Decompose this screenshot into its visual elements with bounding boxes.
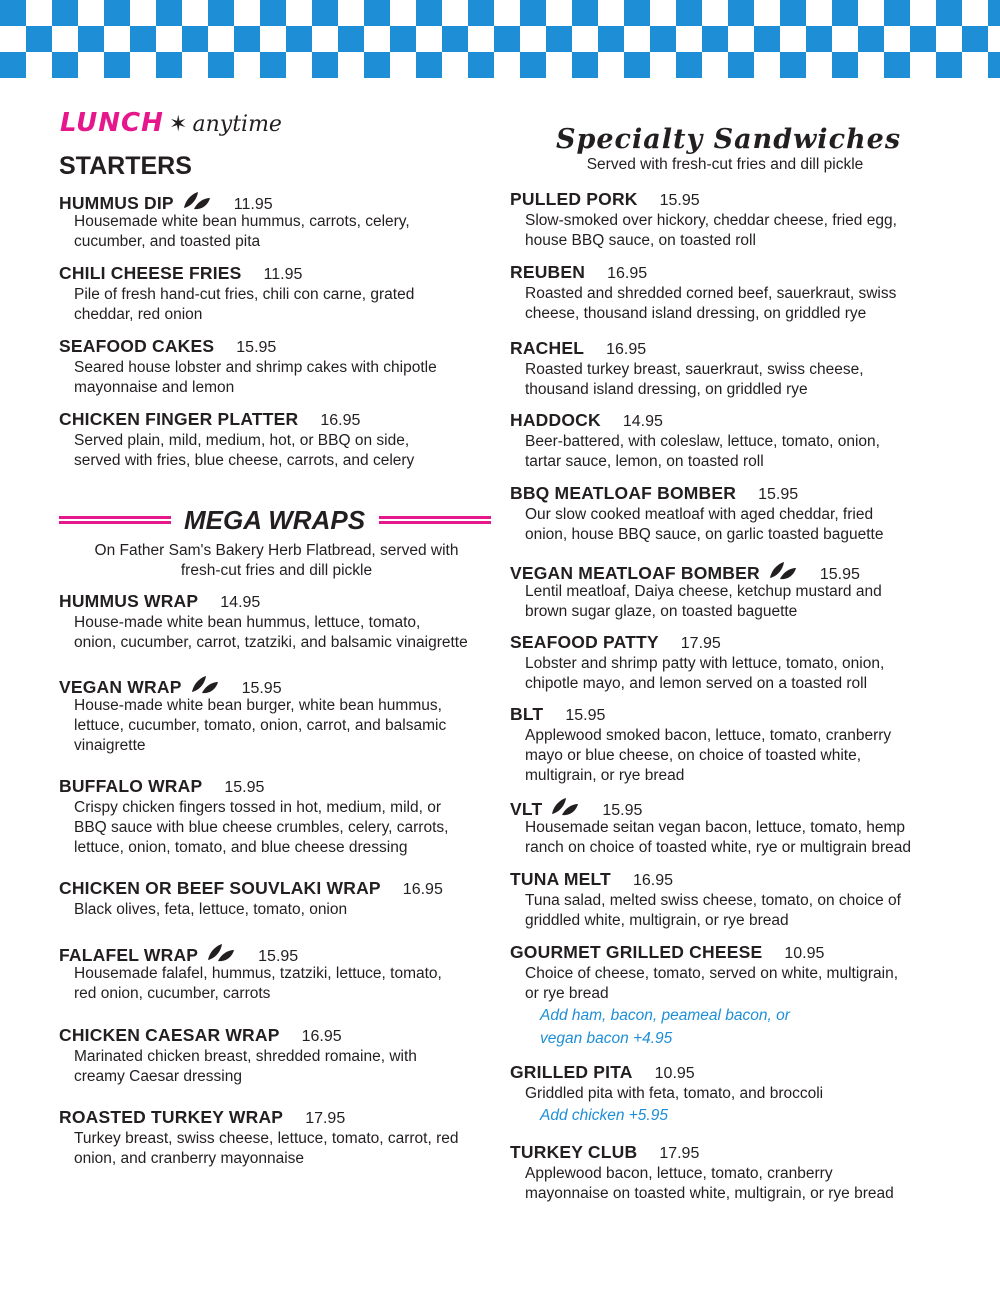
lunch-label: LUNCH	[60, 108, 164, 138]
menu-item-description: thousand island dressing, on griddled rye	[525, 381, 808, 398]
mega-wraps-title: MEGA WRAPS	[184, 505, 366, 535]
menu-item	[59, 942, 442, 1004]
menu-item-name: HUMMUS DIP	[59, 193, 174, 213]
starters-title: STARTERS	[59, 152, 192, 180]
menu-item	[59, 674, 446, 756]
menu-item-name: ROASTED TURKEY WRAP	[59, 1107, 284, 1127]
menu-item-header	[510, 632, 884, 654]
menu-item-description: mayo or blue cheese, on choice of toasted white,	[525, 747, 862, 764]
menu-item-description: Lentil meatloaf, Daiya cheese, ketchup mustard and	[525, 583, 882, 600]
menu-item-description: vinaigrette	[74, 737, 146, 754]
menu-item-description: Roasted and shredded corned beef, sauerkraut, swiss	[525, 285, 897, 302]
menu-item-description: multigrain, or rye bread	[525, 767, 685, 784]
menu-item	[510, 410, 880, 472]
menu-item-description: cheese, thousand island dressing, on griddled rye	[525, 305, 867, 322]
menu-item	[510, 262, 896, 324]
menu-item-description: onion, house BBQ sauce, on garlic toasted baguette	[525, 526, 884, 543]
menu-item-description: or rye bread	[525, 985, 609, 1002]
menu-item	[59, 1107, 459, 1169]
menu-item-header	[510, 483, 883, 505]
menu-item-price: 15.95	[236, 339, 277, 356]
menu-item-header	[510, 262, 896, 284]
mega-subtitle-line: On Father Sam's Bakery Herb Flatbread, served with	[94, 542, 459, 559]
menu-item-header	[59, 409, 414, 431]
menu-item-description: creamy Caesar dressing	[74, 1068, 242, 1085]
menu-item-price: 15.95	[565, 707, 606, 724]
menu-item-name: CHICKEN OR BEEF SOUVLAKI WRAP	[59, 878, 381, 898]
menu-item	[510, 704, 891, 786]
menu-item-price: 11.95	[263, 266, 303, 283]
menu-item	[59, 878, 443, 920]
menu-item-description: Lobster and shrimp patty with lettuce, tomato, onion,	[525, 655, 885, 672]
menu-item-description: Applewood smoked bacon, lettuce, tomato, cranberry	[525, 727, 892, 744]
lunch-anytime-heading	[60, 108, 282, 138]
menu-item-name: BLT	[510, 704, 544, 724]
menu-item-name: VLT	[510, 799, 543, 819]
menu-item-header	[59, 878, 443, 900]
menu-item-description: red onion, cucumber, carrots	[74, 985, 271, 1002]
menu-item-name: BBQ MEATLOAF BOMBER	[510, 483, 737, 503]
menu-item-name: HUMMUS WRAP	[59, 591, 199, 611]
menu-item-price: 15.95	[819, 566, 860, 583]
menu-item-header	[59, 1107, 459, 1129]
menu-item-description: Housemade seitan vegan bacon, lettuce, tomato, hemp	[525, 819, 905, 836]
menu-item-price: 10.95	[654, 1065, 695, 1082]
menu-item-description: Crispy chicken fingers tossed in hot, medium, mild, or	[74, 799, 441, 816]
menu-item-description: Served plain, mild, medium, hot, or BBQ on side,	[74, 432, 410, 449]
anytime-label: anytime	[192, 112, 282, 137]
menu-item-header	[510, 189, 897, 211]
menu-item-description: mayonnaise on toasted white, multigrain, or rye bread	[525, 1185, 894, 1202]
menu-item	[59, 336, 437, 398]
menu-item	[510, 869, 901, 931]
menu-item	[510, 942, 898, 1050]
checkerboard-banner	[0, 0, 1000, 78]
mega-wraps-subtitle	[59, 541, 494, 581]
menu-item-price: 17.95	[680, 635, 721, 652]
menu-item-description: served with fries, blue cheese, carrots, and celery	[74, 452, 415, 469]
menu-item-description: onion, cucumber, carrot, tzatziki, and balsamic vinaigrette	[74, 634, 468, 651]
menu-item-name: HADDOCK	[510, 410, 601, 430]
menu-item-header	[510, 338, 864, 360]
menu-item-description: tartar sauce, lemon, on toasted roll	[525, 453, 764, 470]
menu-item-header	[59, 591, 468, 613]
menu-item-header	[59, 263, 414, 285]
menu-item-description: House-made white bean burger, white bean hummus,	[74, 697, 442, 714]
menu-item-name: CHICKEN CAESAR WRAP	[59, 1025, 280, 1045]
checker-row	[0, 52, 1000, 78]
menu-item-header	[510, 704, 891, 726]
specialty-sandwiches-title: Specialty Sandwiches	[556, 124, 902, 155]
menu-item	[59, 409, 414, 471]
menu-item-description: Choice of cheese, tomato, served on white, multigrain,	[525, 965, 899, 982]
menu-item-description: ranch on choice of toasted white, rye or multigrain bread	[525, 839, 911, 856]
menu-item-description: chipotle mayo, and lemon served on a toasted roll	[525, 675, 868, 692]
menu-item-description: onion, and cranberry mayonnaise	[74, 1150, 305, 1167]
menu-item-price: 15.95	[602, 802, 643, 819]
menu-item-description: brown sugar glaze, on toasted baguette	[525, 603, 798, 620]
menu-item-price: 14.95	[622, 413, 663, 430]
menu-item	[510, 796, 911, 858]
menu-item-header	[59, 1025, 417, 1047]
menu-item-price: 17.95	[659, 1145, 700, 1162]
menu-item-header	[510, 1142, 894, 1164]
menu-item-description: cheddar, red onion	[74, 306, 203, 323]
menu-item-name: GOURMET GRILLED CHEESE	[510, 942, 763, 962]
menu-item-description: Tuna salad, melted swiss cheese, tomato, on choice of	[525, 892, 901, 909]
menu-item-price: 16.95	[607, 265, 648, 282]
menu-item-price: 15.95	[758, 486, 799, 503]
menu-item-price: 11.95	[233, 196, 273, 213]
menu-item-name: FALAFEL WRAP	[59, 945, 199, 965]
menu-item-description: Black olives, feta, lettuce, tomato, onion	[74, 901, 348, 918]
menu-item-header	[510, 942, 898, 964]
menu-item-description: griddled white, multigrain, or rye bread	[525, 912, 789, 929]
menu-item-header	[510, 796, 911, 818]
menu-item-description: Our slow cooked meatloaf with aged cheddar, fried	[525, 506, 874, 523]
menu-item-header	[510, 560, 882, 582]
menu-item-price: 16.95	[632, 872, 673, 889]
menu-item	[510, 1062, 823, 1127]
menu-item	[510, 483, 883, 545]
menu-item	[59, 1025, 417, 1087]
menu-item-description: cucumber, and toasted pita	[74, 233, 261, 250]
star-icon: ✶	[168, 112, 188, 137]
menu-item-header	[59, 674, 446, 696]
menu-item-name: PULLED PORK	[510, 189, 638, 209]
menu-item-price: 16.95	[606, 341, 647, 358]
menu-item-description: lettuce, cucumber, tomato, onion, carrot, and balsamic	[74, 717, 447, 734]
checker-row	[0, 0, 1000, 26]
menu-item-description: Applewood bacon, lettuce, tomato, cranberry	[525, 1165, 833, 1182]
menu-item-description: Marinated chicken breast, shredded romaine, with	[74, 1048, 417, 1065]
menu-item-name: VEGAN WRAP	[59, 677, 182, 697]
menu-item	[59, 263, 414, 325]
menu-item-header	[59, 190, 410, 212]
menu-item-price: 16.95	[301, 1028, 342, 1045]
menu-item-header	[510, 869, 901, 891]
menu-item-description: BBQ sauce with blue cheese crumbles, celery, carrots,	[74, 819, 449, 836]
menu-item-name: BUFFALO WRAP	[59, 776, 203, 796]
menu-item-header	[59, 942, 442, 964]
menu-item-description: Slow-smoked over hickory, cheddar cheese, fried egg,	[525, 212, 897, 229]
menu-item-description: lettuce, onion, tomato, and blue cheese dressing	[74, 839, 408, 856]
menu-item-price: 10.95	[784, 945, 825, 962]
menu-item-price: 14.95	[220, 594, 261, 611]
menu-item-header	[510, 1062, 823, 1084]
menu-item-name: RACHEL	[510, 338, 585, 358]
mega-subtitle-line: fresh-cut fries and dill pickle	[180, 562, 373, 579]
menu-item-name: SEAFOOD PATTY	[510, 632, 659, 652]
menu-item-description: Turkey breast, swiss cheese, lettuce, tomato, carrot, red	[74, 1130, 459, 1147]
menu-item-description: Griddled pita with feta, tomato, and broccoli	[525, 1085, 824, 1102]
menu-item	[510, 1142, 894, 1204]
menu-item-addon: Add ham, bacon, peameal bacon, or	[540, 1007, 790, 1024]
menu-item-addon: Add chicken +5.95	[540, 1107, 668, 1124]
menu-item-price: 15.95	[224, 779, 265, 796]
menu-item	[59, 591, 468, 653]
menu-item-description: Housemade falafel, hummus, tzatziki, lettuce, tomato,	[74, 965, 442, 982]
menu-item-description: Housemade white bean hummus, carrots, celery,	[74, 213, 410, 230]
menu-item-price: 17.95	[305, 1110, 346, 1127]
menu-item-name: VEGAN MEATLOAF BOMBER	[510, 563, 760, 583]
menu-item-addon: vegan bacon +4.95	[540, 1030, 673, 1047]
menu-item-name: SEAFOOD CAKES	[59, 336, 215, 356]
menu-item-name: TUNA MELT	[510, 869, 611, 889]
menu-item-name: GRILLED PITA	[510, 1062, 633, 1082]
menu-item-description: house BBQ sauce, on toasted roll	[525, 232, 756, 249]
menu-item-name: TURKEY CLUB	[510, 1142, 638, 1162]
menu-item-description: Roasted turkey breast, sauerkraut, swiss cheese,	[525, 361, 864, 378]
menu-item-name: CHILI CHEESE FRIES	[59, 263, 242, 283]
mega-divider-right	[379, 516, 491, 524]
menu-item	[510, 560, 882, 622]
checker-row	[0, 26, 1000, 52]
menu-item-header	[59, 776, 448, 798]
menu-item-description: Seared house lobster and shrimp cakes with chipotle	[74, 359, 437, 376]
menu-item-price: 16.95	[402, 881, 443, 898]
menu-item-price: 15.95	[258, 948, 299, 965]
menu-item-description: mayonnaise and lemon	[74, 379, 235, 396]
mega-divider-left	[59, 516, 171, 524]
menu-item-name: CHICKEN FINGER PLATTER	[59, 409, 299, 429]
menu-item-header	[59, 336, 437, 358]
menu-item-header	[510, 410, 880, 432]
menu-item-description: Pile of fresh hand-cut fries, chili con carne, grated	[74, 286, 415, 303]
menu-item-price: 15.95	[241, 680, 282, 697]
menu-item	[510, 189, 897, 251]
menu-item-price: 15.95	[659, 192, 700, 209]
menu-item	[59, 776, 448, 858]
menu-item	[510, 338, 864, 400]
menu-item-name: REUBEN	[510, 262, 586, 282]
specialty-subtitle: Served with fresh-cut fries and dill pickle	[586, 156, 864, 173]
menu-item-description: House-made white bean hummus, lettuce, tomato,	[74, 614, 421, 631]
menu-item	[59, 190, 410, 252]
menu-item	[510, 632, 884, 694]
menu-item-price: 16.95	[320, 412, 361, 429]
menu-item-description: Beer-battered, with coleslaw, lettuce, tomato, onion,	[525, 433, 880, 450]
